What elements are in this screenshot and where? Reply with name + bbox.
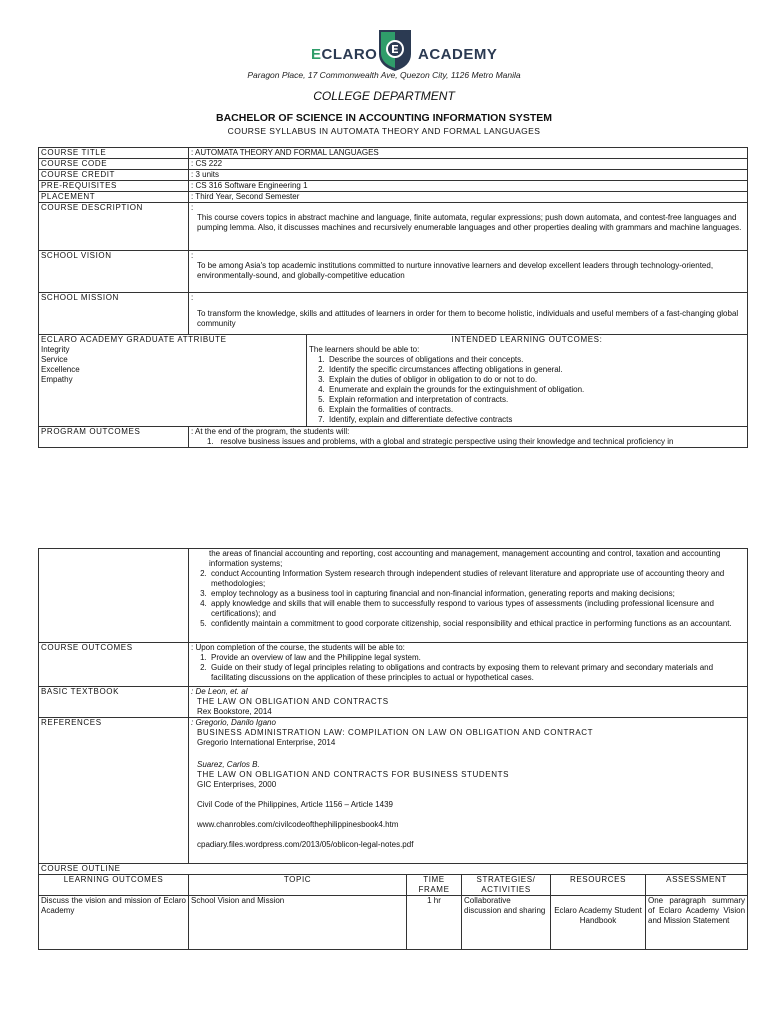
reference-1-title: BUSINESS ADMINISTRATION LAW: COMPILATION ON LAW ON OBLIGATION AND CONTRACT [197,728,594,737]
reference-1-publisher: Gregorio International Enterprise, 2014 [197,738,336,747]
course-code-value: : CS 222 [189,159,748,170]
outline-col-learning-outcomes: LEARNING OUTCOMES [39,875,189,896]
program-outcome-item-1: 1. resolve business issues and problems, with a global and strategic perspective using their knowledge and technical proficiency in [207,437,674,446]
school-vision-cell [189,251,748,293]
table-row [39,643,748,687]
degree-title: BACHELOR OF SCIENCE IN ACCOUNTING INFORMATION SYSTEM [216,112,552,124]
program-outcome-item: 4. apply knowledge and skills that will enable them to successfully respond to various types of assessments (including professional licensure and certifications); and [209,599,745,619]
colon: : [191,293,194,302]
graduate-attribute-cell [39,335,307,427]
syllabus-title: COURSE SYLLABUS IN AUTOMATA THEORY AND FORMAL LANGUAGES [227,126,541,136]
ilo-item: 6. Explain the formalities of contracts. [327,405,745,415]
department-title: COLLEGE DEPARTMENT [313,89,455,103]
school-vision-label: SCHOOL VISION [39,251,189,293]
table-row [39,896,748,950]
course-title-value: : AUTOMATA THEORY AND FORMAL LANGUAGES [189,148,748,159]
outline-resources: Eclaro Academy Student Handbook [551,896,646,950]
basic-textbook-label: BASIC TEXTBOOK [39,687,189,718]
reference-2-title: THE LAW ON OBLIGATION AND CONTRACTS FOR BUSINESS STUDENTS [197,770,510,779]
table-row [39,718,748,864]
table-row [39,203,748,251]
table-row [39,549,748,643]
course-outcomes-intro: : Upon completion of the course, the students will be able to: [191,643,405,652]
ilo-list [309,355,745,425]
table-row [39,687,748,718]
program-outcomes-list [191,569,745,629]
ilo-item: 1. Describe the sources of obligations and their concepts. [327,355,745,365]
course-outcomes-list [191,653,745,683]
program-outcome-item: 5. confidently maintain a commitment to good corporate citizenship, social responsibility and ethical practice in performing functions as an accountant. [209,619,745,629]
course-outcome-item: 2. Guide on their study of legal principles relating to obligations and contracts by exposing them to relevant primary and secondary materials and facilitating discussions on the application of these principles to actual or hypothetical cases. [209,663,745,683]
table-row [39,335,748,427]
attribute-list [41,345,304,385]
outline-col-resources: RESOURCES [551,875,646,896]
course-description-text: This course covers topics in abstract machine and language, finite automata, regular expressions; push down automata, and contest-free languages and pumping lemma. Also, it discusses machines and recursively enumerable languages and other properties dealing with grammars and machine languages. [197,213,742,232]
program-outcome-item: 2. conduct Accounting Information System research through independent studies of relevant literature and appropriate use of accounting theory and methodologies; [209,569,745,589]
basic-textbook-cell [189,687,748,718]
table-row [39,170,748,181]
course-title-label: COURSE TITLE [39,148,189,159]
school-mission-text: To transform the knowledge, skills and attitudes of learners in order for them to become holistic, individuals and useful members of a fast-changing global community [197,309,739,328]
outline-learning-outcome: Discuss the vision and mission of Eclaro Academy [39,896,189,950]
reference-1-author: : Gregorio, Danilo Igano [191,718,276,727]
school-mission-cell [189,293,748,335]
graduate-attribute-label: ECLARO ACADEMY GRADUATE ATTRIBUTE [41,335,227,344]
course-info-table [38,147,748,448]
colon: : [191,251,194,260]
references-cell [189,718,748,864]
ilo-item: 7. Identify, explain and differentiate defective contracts [327,415,745,425]
textbook-title: THE LAW ON OBLIGATION AND CONTRACTS [197,697,389,706]
outline-col-topic: TOPIC [189,875,407,896]
ilo-cell [307,335,748,427]
graduate-attribute-item: Empathy [41,375,73,384]
course-credit-label: COURSE CREDIT [39,170,189,181]
program-outcomes-label: PROGRAM OUTCOMES [39,427,189,448]
course-description-cell [189,203,748,251]
table-row [39,251,748,293]
program-outcomes-continued [189,549,748,643]
program-outcomes-continued-label [39,549,189,643]
course-details-table [38,548,748,950]
graduate-attribute-item: Excellence [41,365,80,374]
outline-strategy: Collaborative discussion and sharing [462,896,551,950]
outline-assessment: One paragraph summary of Eclaro Academy Vision and Mission Statement [646,896,748,950]
references-label: REFERENCES [39,718,189,864]
ilo-label: INTENDED LEARNING OUTCOMES: [451,335,603,344]
prerequisites-value: : CS 316 Software Engineering 1 [189,181,748,192]
reference-4-link[interactable]: www.chanrobles.com/civilcodeofthephilippinesbook4.htm [197,820,399,829]
program-outcomes-cell [189,427,748,448]
school-address: Paragon Place, 17 Commonwealth Ave, Quezon City, 1126 Metro Manila [247,70,521,80]
reference-2-author: Suarez, Carlos B. [197,760,260,769]
logo-text-right: ACADEMY [418,46,498,63]
outline-col-assessment: ASSESSMENT [646,875,748,896]
outline-time-frame: 1 hr [407,896,462,950]
course-code-label: COURSE CODE [39,159,189,170]
ilo-item: 4. Enumerate and explain the grounds for the extinguishment of obligation. [327,385,745,395]
outline-col-strategies: STRATEGIES/ ACTIVITIES [462,875,551,896]
shield-icon [375,28,415,72]
ilo-item: 3. Explain the duties of obligor in obligation to do or not to do. [327,375,745,385]
ilo-item: 5. Explain reformation and interpretation of contracts. [327,395,745,405]
program-outcome-item: 3. employ technology as a business tool in capturing financial and non-financial information, generating reports and making decisions; [209,589,745,599]
table-row [39,293,748,335]
outline-col-time-frame: TIME FRAME [407,875,462,896]
program-outcomes-intro: : At the end of the program, the students will: [191,427,350,436]
placement-label: PLACEMENT [39,192,189,203]
table-row [39,427,748,448]
logo-text-left: ECLARO [311,46,378,63]
table-row [39,864,748,875]
reference-2-publisher: GIC Enterprises, 2000 [197,780,277,789]
graduate-attribute-item: Service [41,355,68,364]
reference-3: Civil Code of the Philippines, Article 1156 – Article 1439 [197,800,393,809]
table-row [39,159,748,170]
table-row [39,181,748,192]
school-vision-text: To be among Asia's top academic institutions committed to nurture innovative learners and develop excellent leaders through technology-oriented, environmentally-sound, and globally-competitive education [197,261,714,280]
outline-topic: School Vision and Mission [189,896,407,950]
textbook-publisher: Rex Bookstore, 2014 [197,707,272,716]
course-description-label: COURSE DESCRIPTION [39,203,189,251]
graduate-attribute-item: Integrity [41,345,70,354]
reference-5-link[interactable]: cpadiary.files.wordpress.com/2013/05/oblicon-legal-notes.pdf [197,840,414,849]
course-outcomes-label: COURSE OUTCOMES [39,643,189,687]
course-outcome-item: 1. Provide an overview of law and the Philippine legal system. [209,653,745,663]
program-outcome-item-1-cont: the areas of financial accounting and reporting, cost accounting and management, management accounting and control, taxation and accounting information systems; [209,549,721,568]
ilo-item: 2. Identify the specific circumstances affecting obligations in general. [327,365,745,375]
placement-value: : Third Year, Second Semester [189,192,748,203]
school-logo [0,28,768,74]
outline-header-row [39,875,748,896]
colon: : [191,203,194,212]
course-credit-value: : 3 units [189,170,748,181]
ilo-intro: The learners should be able to: [309,345,420,354]
table-row [39,192,748,203]
textbook-author: : De Leon, et. al [191,687,248,696]
prerequisites-label: PRE-REQUISITES [39,181,189,192]
course-outline-label: COURSE OUTLINE [39,864,748,875]
table-row [39,148,748,159]
school-mission-label: SCHOOL MISSION [39,293,189,335]
course-outcomes-cell [189,643,748,687]
